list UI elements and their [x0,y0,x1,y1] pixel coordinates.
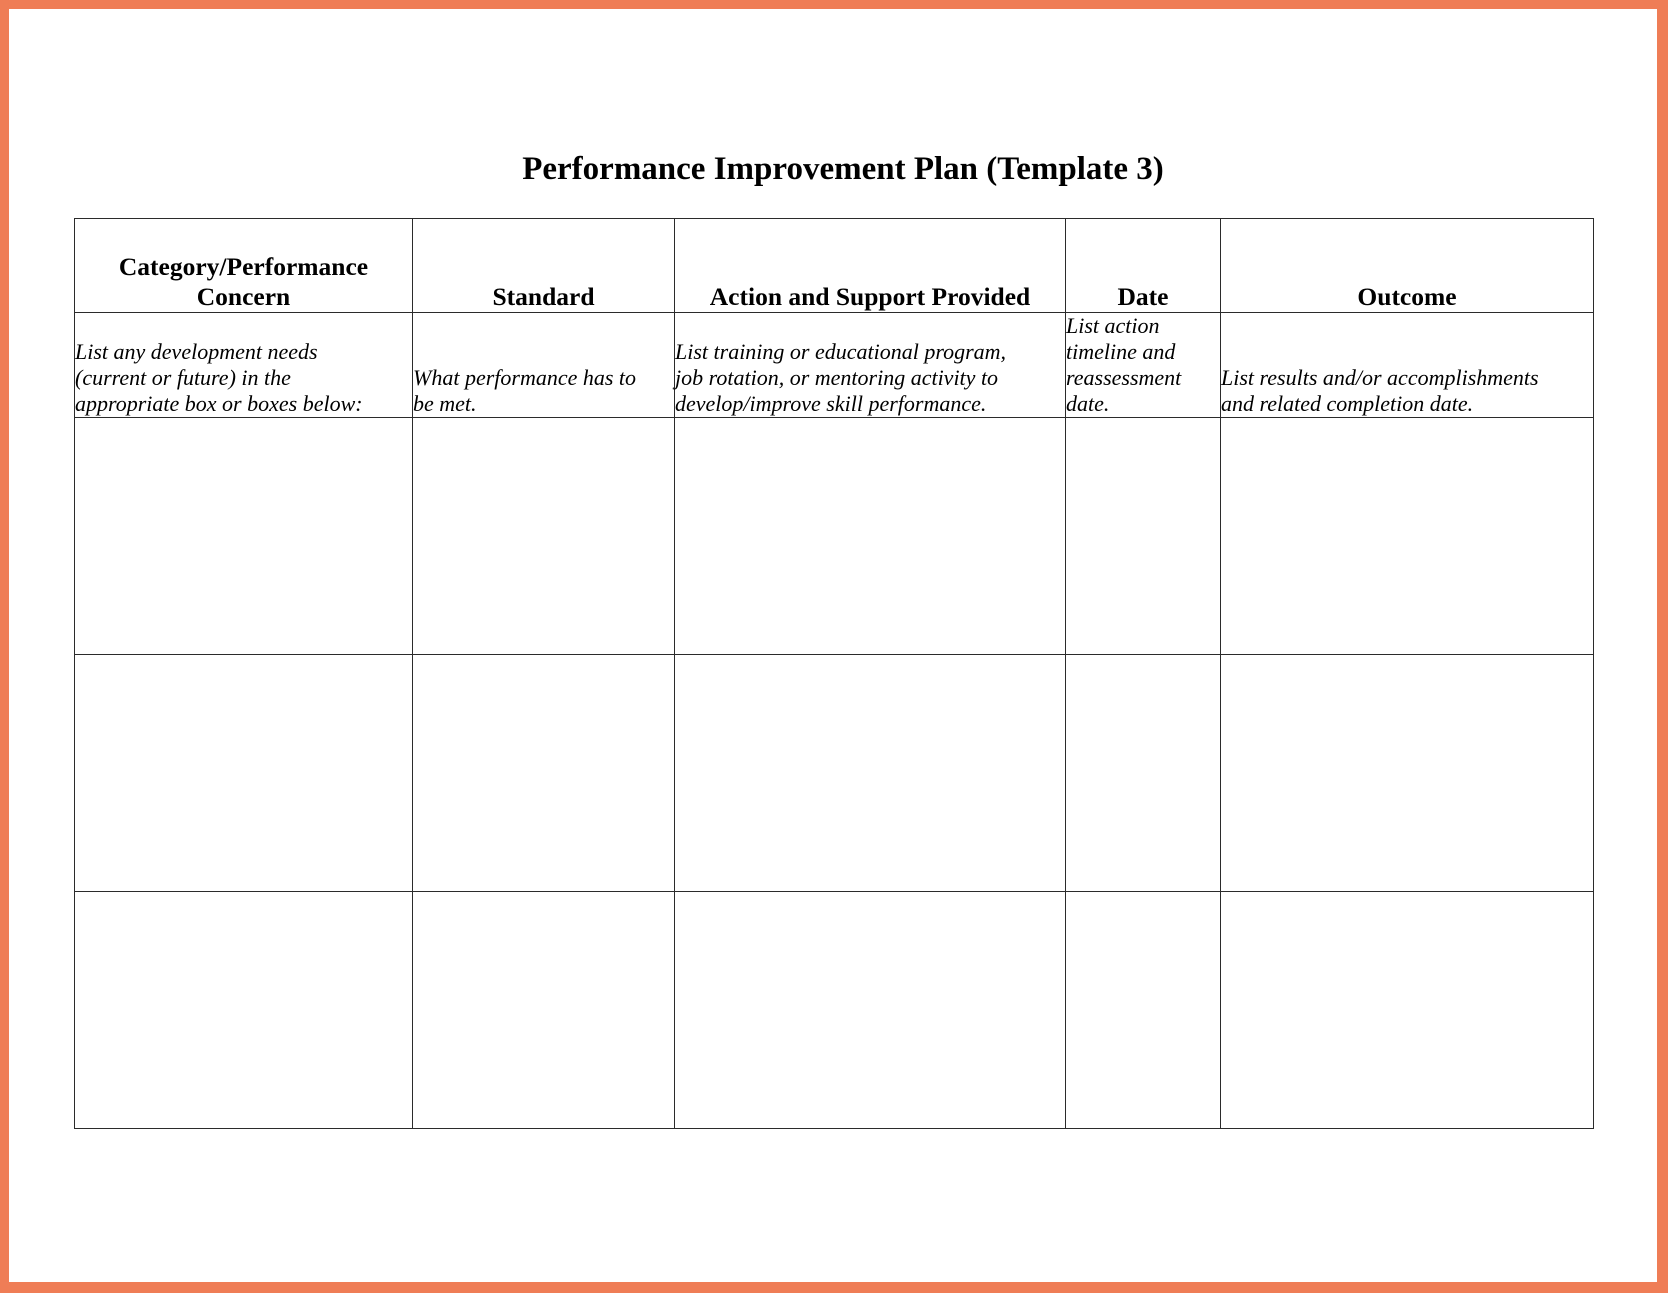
instruction-date: List action timeline and reassessment date. [1066,313,1221,418]
header-date: Date [1066,219,1221,313]
entry-cell-category[interactable] [75,892,413,1129]
entry-cell-date[interactable] [1066,418,1221,655]
entry-cell-action[interactable] [675,892,1066,1129]
document-title: Performance Improvement Plan (Template 3) [522,151,1164,187]
entry-cell-action[interactable] [675,655,1066,892]
entry-cell-date[interactable] [1066,892,1221,1129]
entry-cell-action[interactable] [675,418,1066,655]
entry-cell-category[interactable] [75,655,413,892]
improvement-plan-table [74,218,1594,1129]
entry-cell-date[interactable] [1066,655,1221,892]
entry-cell-outcome[interactable] [1221,418,1594,655]
table-row [75,418,1594,655]
entry-cell-outcome[interactable] [1221,655,1594,892]
instruction-outcome: List results and/or accomplishments and related completion date. [1221,313,1594,418]
entry-cell-category[interactable] [75,418,413,655]
instruction-row [75,313,1594,418]
header-category-concern: Category/Performance Concern [75,219,413,313]
entry-cell-standard[interactable] [413,418,675,655]
header-standard: Standard [413,219,675,313]
instruction-standard: What performance has to be met. [413,313,675,418]
header-action-support: Action and Support Provided [675,219,1066,313]
table-row [75,655,1594,892]
entry-cell-outcome[interactable] [1221,892,1594,1129]
instruction-action-support: List training or educational program, job rotation, or mentoring activity to develop/improve skill performance. [675,313,1066,418]
entry-cell-standard[interactable] [413,892,675,1129]
header-outcome: Outcome [1221,219,1594,313]
instruction-category-concern: List any development needs (current or future) in the appropriate box or boxes below: [75,313,413,418]
table-row [75,892,1594,1129]
entry-cell-standard[interactable] [413,655,675,892]
header-row [75,219,1594,313]
